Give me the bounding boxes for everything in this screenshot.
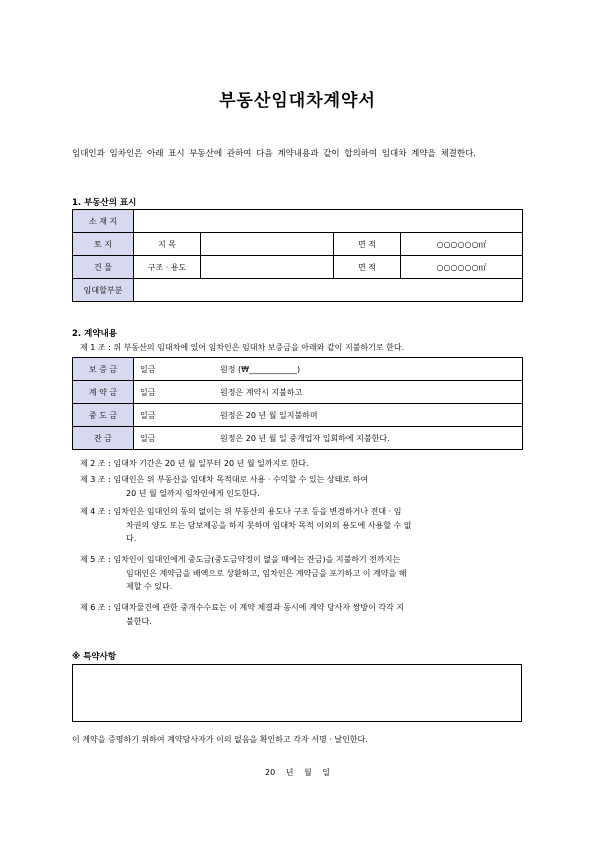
article-6-line1: 제 6 조 : 임대차물건에 관한 중개수수료는 이 계약 체결과 동시에 계약 당사자 쌍방이 각각 지 — [80, 603, 405, 612]
label-area1: 면 적 — [334, 233, 401, 256]
contract-date: 20 년 월 일 — [265, 768, 330, 777]
confirmation-text: 이 계약을 증명하기 위하여 계약당사자가 이의 없음을 확인하고 각자 서명 · 날인한다. — [72, 735, 368, 744]
section2-heading: 2. 계약내용 — [72, 329, 117, 339]
area2-value: ○○○○○○㎡ — [401, 256, 523, 279]
payment-prefix: 일금 — [134, 358, 221, 381]
location-value[interactable] — [134, 210, 523, 233]
payment-prefix: 일금 — [134, 381, 221, 404]
section1-heading: 1. 부동산의 표시 — [72, 198, 137, 208]
payment-detail[interactable]: 원정은 20 년 월 일 중개업자 입회하에 지불한다. — [220, 427, 523, 450]
article-2: 제 2 조 : 임대차 기간은 20 년 월 일부터 20 년 월 일까지로 한다. — [80, 459, 309, 468]
payment-prefix: 일금 — [134, 427, 221, 450]
article-5-line2: 임대인은 계약금을 배액으로 상환하고, 임차인은 계약금을 포기하고 이 계약을 해 — [126, 568, 407, 578]
lease-part-value[interactable] — [134, 279, 523, 302]
article-1: 제 1 조 : 위 부동산의 임대차에 있어 임차인은 임대차 보증금을 아래와 같이 지불하기로 한다. — [80, 343, 405, 352]
article-4-line3: 다. — [126, 534, 137, 543]
payment-label: 잔 금 — [73, 427, 134, 450]
document-title: 부동산임대차계약서 — [219, 91, 376, 111]
label-lease-part: 임대할부분 — [73, 279, 134, 302]
special-terms-heading: ※ 특약사항 — [72, 652, 117, 662]
article-5-line3: 제할 수 있다. — [126, 582, 173, 591]
payment-label: 중 도 금 — [73, 404, 134, 427]
property-table — [72, 209, 523, 302]
special-terms-box[interactable] — [72, 664, 522, 722]
article-6-line2: 불한다. — [126, 616, 152, 626]
land-type-value[interactable] — [201, 233, 334, 256]
label-land-type: 지 목 — [134, 233, 201, 256]
payment-detail[interactable]: 원정은 20 년 월 일지불하며 — [220, 404, 523, 427]
payment-prefix: 일금 — [134, 404, 221, 427]
payment-label: 계 약 금 — [73, 381, 134, 404]
label-building: 건 물 — [73, 256, 134, 279]
label-land: 토 지 — [73, 233, 134, 256]
payment-detail[interactable]: 원정 (₩____________) — [220, 358, 523, 381]
label-structure: 구조 · 용도 — [134, 256, 201, 279]
structure-value[interactable] — [201, 256, 334, 279]
payment-row — [73, 358, 523, 381]
label-area2: 면 적 — [334, 256, 401, 279]
payment-row — [73, 381, 523, 404]
payment-row — [73, 404, 523, 427]
article-4-line1: 제 4 조 : 임차인은 임대인의 동의 없이는 위 부동산의 용도나 구조 등을 변경하거나 전대 · 임 — [80, 507, 402, 516]
payment-detail[interactable]: 원정은 계약시 지불하고 — [220, 381, 523, 404]
area1-value: ○○○○○○㎡ — [401, 233, 523, 256]
article-6 — [80, 601, 404, 628]
article-5 — [80, 553, 406, 594]
article-4-line2: 차권의 양도 또는 담보제공을 하지 못하며 임대차 목적 이외의 용도에 사용할 수 없 — [126, 520, 412, 530]
article-3-line2: 20 년 월 일까지 임차인에게 인도한다. — [126, 488, 260, 498]
article-3-line1: 제 3 조 : 임대인은 위 부동산을 임대차 목적대로 사용 · 수익할 수 있는 상태로 하여 — [80, 475, 369, 484]
article-5-line1: 제 5 조 : 임차인이 임대인에게 중도금(중도금약정이 없을 때에는 잔금)을 지불하기 전까지는 — [80, 555, 401, 564]
article-4 — [80, 505, 412, 546]
payment-table — [72, 357, 523, 450]
payment-label: 보 증 금 — [73, 358, 134, 381]
label-location: 소 재 지 — [73, 210, 134, 233]
article-3 — [80, 473, 368, 500]
payment-row — [73, 427, 523, 450]
intro-text: 임대인과 임차인은 아래 표시 부동산에 관하여 다음 계약내용과 같이 합의하여 임대차 계약을 체결한다. — [72, 149, 476, 159]
